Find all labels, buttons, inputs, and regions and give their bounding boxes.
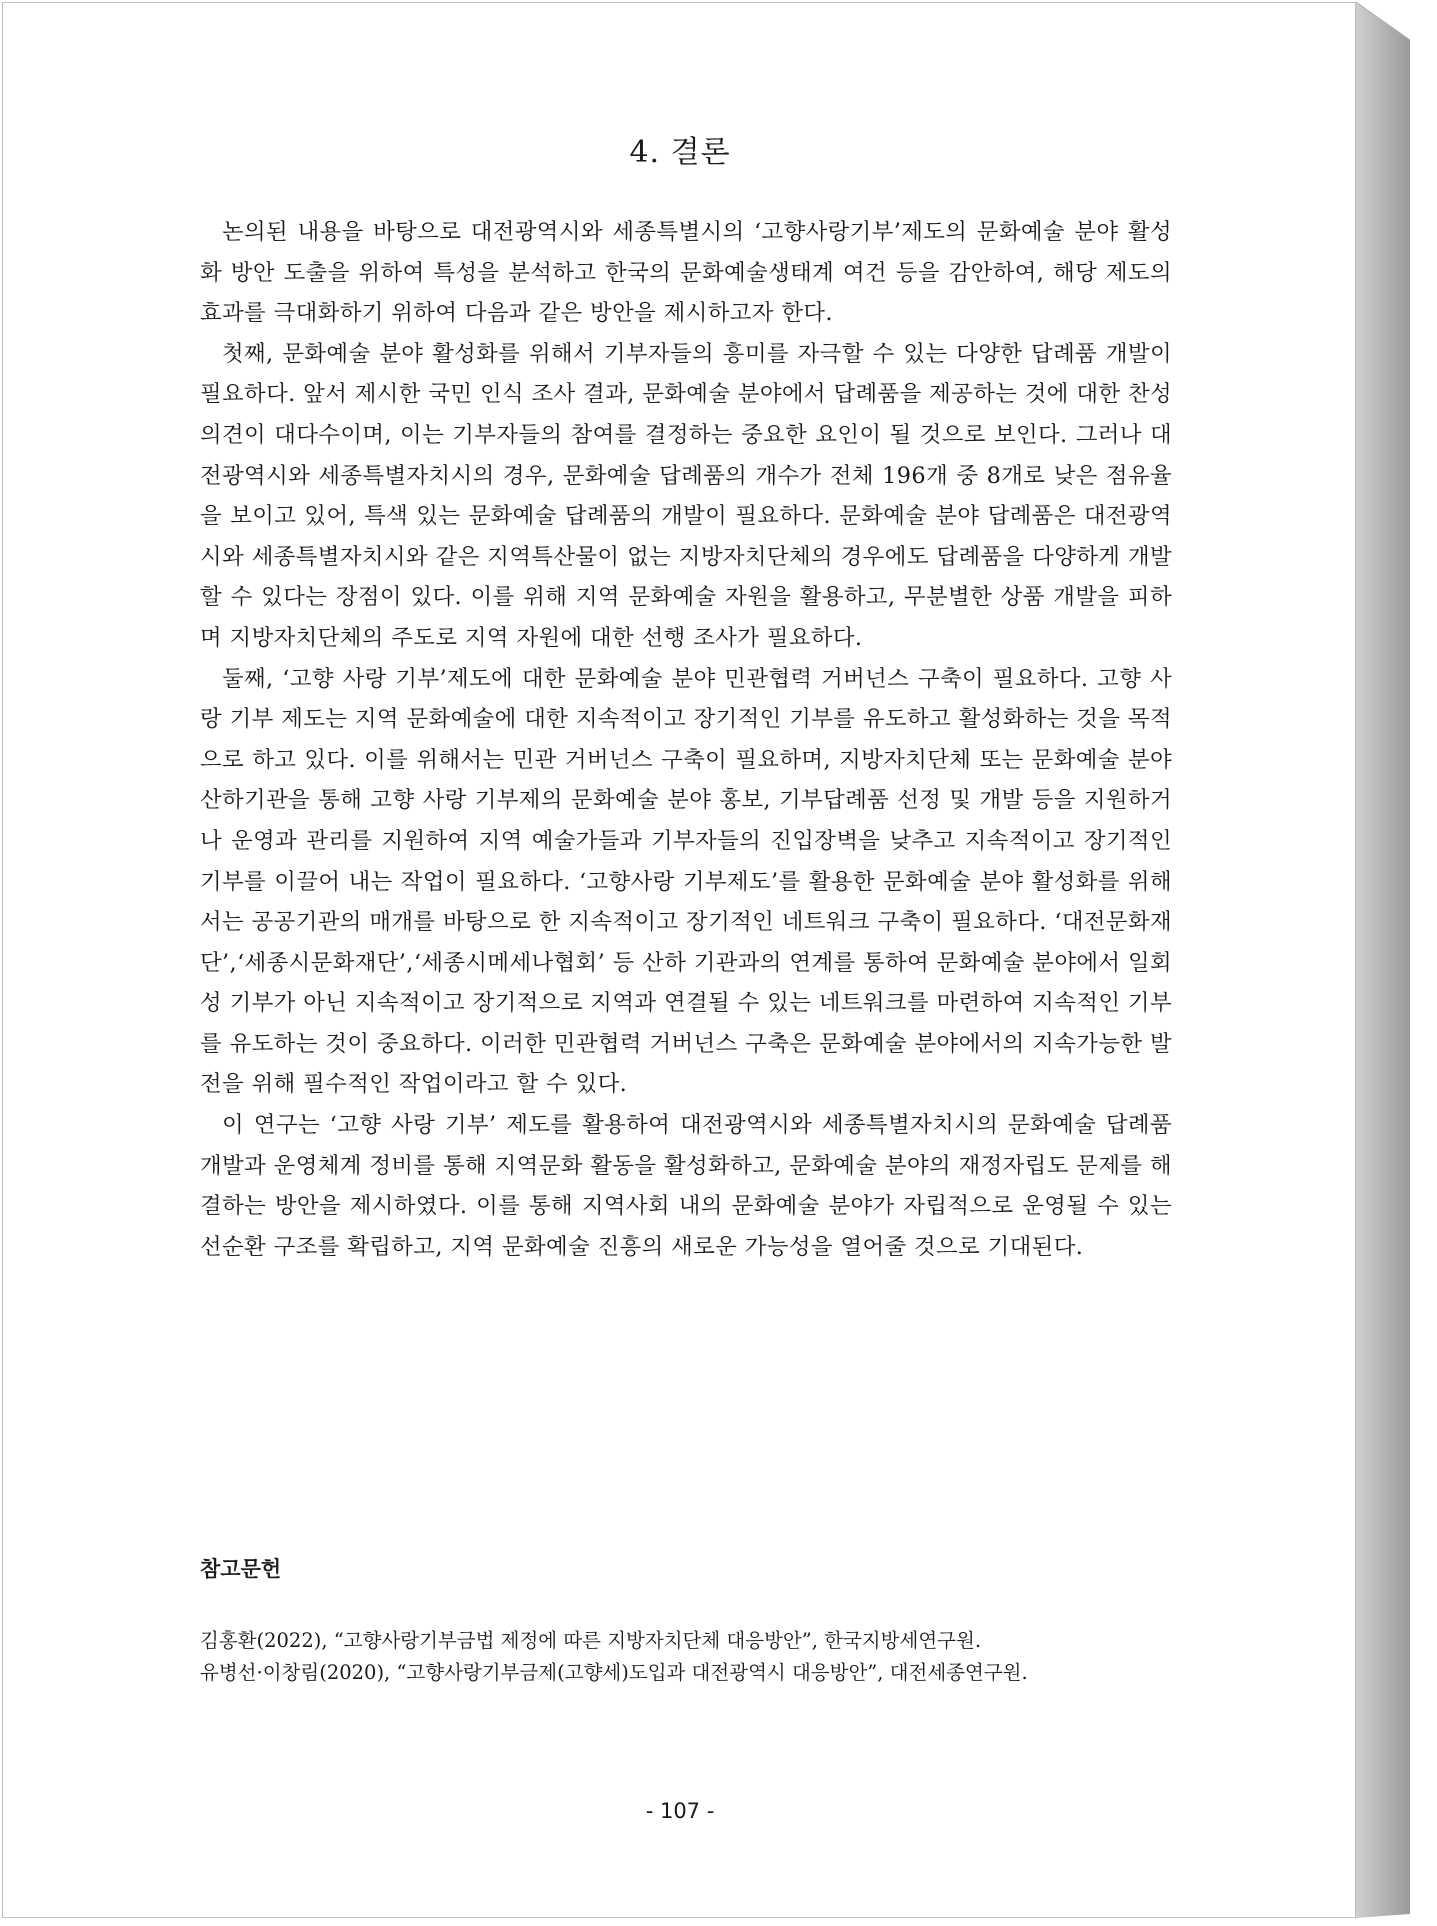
paragraph-first: 첫째, 문화예술 분야 활성화를 위해서 기부자들의 흥미를 자극할 수 있는 다양한 답례품 개발이 필요하다. 앞서 제시한 국민 인식 조사 결과, 문화예술 분야에서 답례품을 제공하는 것에 대한 찬성 의견이 대다수이며, 이는 기부자들의 참여를 결정하는 중요한 요인이 될 것으로 보인다. 그러나 대전광역시와 세종특별자치시의 경우, 문화예술 답례품의 개수가 전체 196개 중 8개로 낮은 점유율을 보이고 있어, 특색 있는 문화예술 답례품의 개발이 필요하다. 문화예술 분야 답례품은 대전광역시와 세종특별자치시와 같은 지역특산물이 없는 지방자치단체의 경우에도 답례품을 다양하게 개발할 수 있다는 장점이 있다. 이를 위해 지역 문화예술 자원을 활용하고, 무분별한 상품 개발을 피하며 지방자치단체의 주도로 지역 자원에 대한 선행 조사가 필요하다. (200, 340, 1172, 651)
document-page (2, 2, 1356, 1918)
section-title: 4. 결론 (629, 135, 731, 170)
section-body (200, 212, 1172, 1267)
references-heading: 참고문헌 (200, 1557, 282, 1581)
reference-item: 김홍환(2022), “고향사랑기부금법 제정에 따른 지방자치단체 대응방안”, 한국지방세연구원. (200, 1629, 982, 1652)
page-number: - 107 - (645, 1799, 715, 1823)
paragraph-intro: 논의된 내용을 바탕으로 대전광역시와 세종특별시의 ‘고향사랑기부’제도의 문화예술 분야 활성화 방안 도출을 위하여 특성을 분석하고 한국의 문화예술생태계 여건 등을 감안하여, 해당 제도의 효과를 극대화하기 위하여 다음과 같은 방안을 제시하고자 한다. (200, 219, 1172, 327)
paragraph-conclusion: 이 연구는 ‘고향 사랑 기부’ 제도를 활용하여 대전광역시와 세종특별자치시의 문화예술 답례품 개발과 운영체계 정비를 통해 지역문화 활동을 활성화하고, 문화예술 분야의 재정자립도 문제를 해결하는 방안을 제시하였다. 이를 통해 지역사회 내의 문화예술 분야가 자립적으로 운영될 수 있는 선순환 구조를 확립하고, 지역 문화예술 진흥의 새로운 가능성을 열어줄 것으로 기대된다. (200, 1112, 1172, 1260)
reference-item: 유병선·이창림(2020), “고향사랑기부금제(고향세)도입과 대전광역시 대응방안”, 대전세종연구원. (200, 1661, 1028, 1684)
references-list (200, 1625, 1200, 1689)
paragraph-second: 둘째, ‘고향 사랑 기부’제도에 대한 문화예술 분야 민관협력 거버넌스 구축이 필요하다. 고향 사랑 기부 제도는 지역 문화예술에 대한 지속적이고 장기적인 기부를 유도하고 활성화하는 것을 목적으로 하고 있다. 이를 위해서는 민관 거버넌스 구축이 필요하며, 지방자치단체 또는 문화예술 분야 산하기관을 통해 고향 사랑 기부제의 문화예술 분야 홍보, 기부답례품 선정 및 개발 등을 지원하거나 운영과 관리를 지원하여 지역 예술가들과 기부자들의 진입장벽을 낮추고 지속적이고 장기적인 기부를 이끌어 내는 작업이 필요하다. ‘고향사랑 기부제도’를 활용한 문화예술 분야 활성화를 위해서는 공공기관의 매개를 바탕으로 한 지속적이고 장기적인 네트워크 구축이 필요하다. ‘대전문화재단’,‘세종시문화재단’,‘세종시메세나협회’ 등 산하 기관과의 연계를 통하여 문화예술 분야에서 일회성 기부가 아닌 지속적이고 장기적으로 지역과 연결될 수 있는 네트워크를 마련하여 지속적인 기부를 유도하는 것이 중요하다. 이러한 민관협력 거버넌스 구축은 문화예술 분야에서의 지속가능한 발전을 위해 필수적인 작업이라고 할 수 있다. (200, 665, 1172, 1098)
